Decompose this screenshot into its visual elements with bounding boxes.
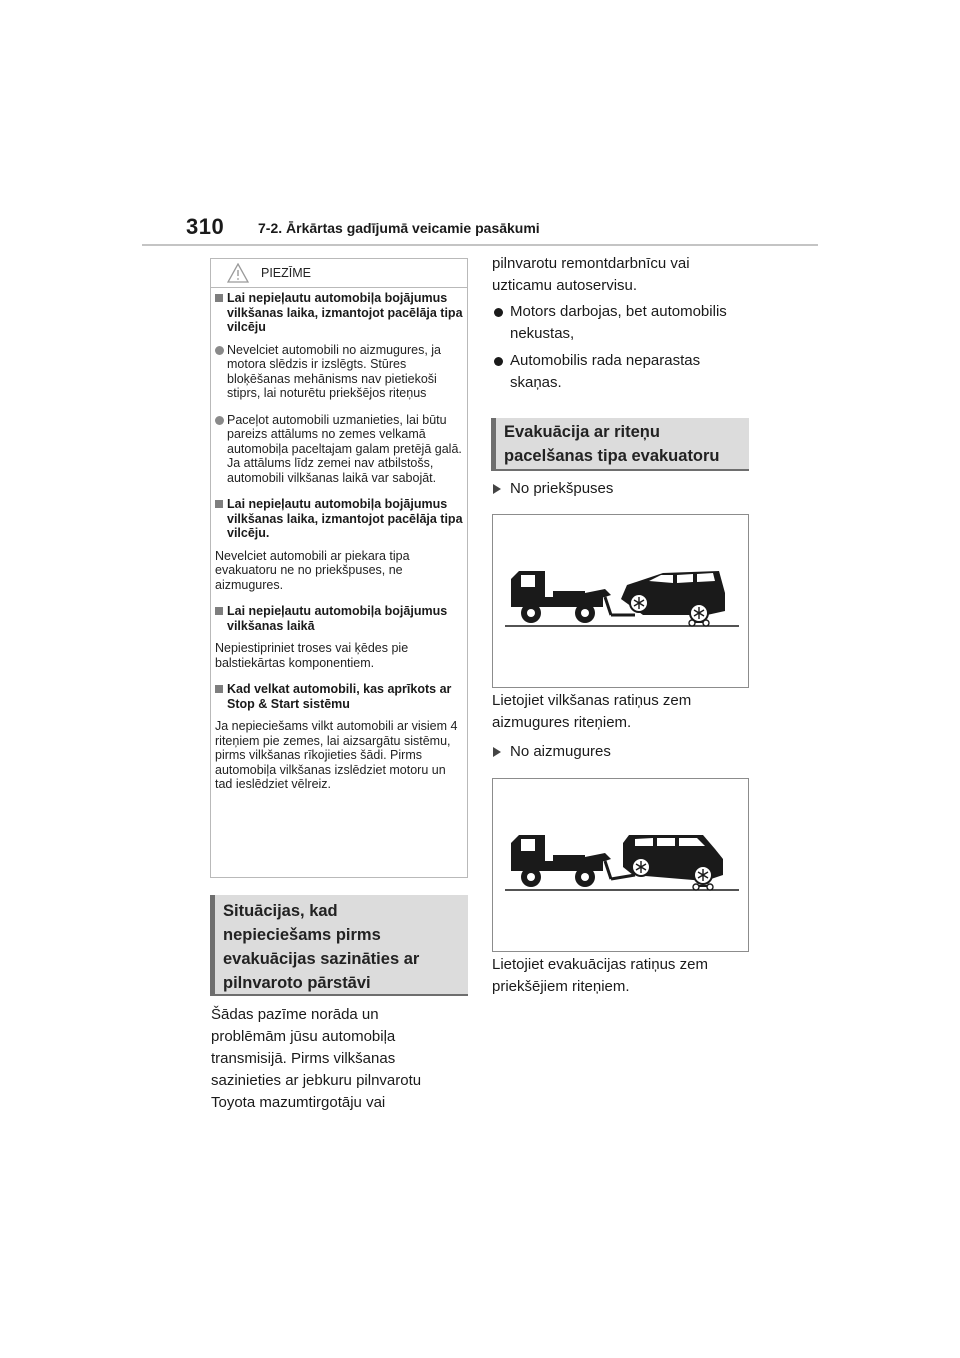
note-heading: Lai nepieļautu automobiļa bojājumus vilkšanas laikā bbox=[215, 604, 463, 633]
subheading-front: No priekšpuses bbox=[493, 478, 613, 500]
note-heading: Lai nepieļautu automobiļa bojājumus vilkšanas laika, izmantojot pacēlāja tipa vilcēju. bbox=[215, 497, 463, 541]
subheading-rear: No aizmugures bbox=[493, 741, 611, 763]
front-caption: Lietojiet vilkšanas ratiņus zem aizmugures riteņiem. bbox=[492, 692, 692, 731]
note-text: Ja nepieciešams vilkt automobili ar visiem 4 riteņiem pie zemes, lai aizsargātu sistēmu, pirms vilkšanas rīkojieties šādi. Pirms automobiļa vilkšanas izslēdziet motoru un tad ieslēdziet vēlreiz. bbox=[215, 719, 458, 791]
tow-truck-rear-icon bbox=[493, 779, 748, 951]
note-body bbox=[215, 291, 463, 804]
circle-bullet-icon bbox=[215, 346, 224, 355]
note-label: PIEZĪME bbox=[261, 266, 312, 280]
rear-towing-illustration bbox=[492, 778, 749, 952]
triangle-bullet-icon bbox=[493, 484, 501, 494]
warning-triangle-icon bbox=[227, 263, 249, 283]
note-box bbox=[210, 258, 468, 878]
note-text: Nepiestipriniet troses vai ķēdes pie balstiekārtas komponentiem. bbox=[215, 641, 409, 670]
rear-caption: Lietojiet evakuācijas ratiņus zem priekšējiem riteņiem. bbox=[492, 956, 708, 995]
note-heading: Kad velkat automobili, kas aprīkots ar Stop & Start sistēmu bbox=[215, 682, 463, 711]
note-text: Nevelciet automobili ar piekara tipa evakuatoru ne no priekšpuses, ne aizmugures. bbox=[215, 548, 410, 592]
square-bullet-icon bbox=[215, 685, 223, 693]
tow-truck-front-icon bbox=[493, 515, 748, 687]
section-title: 7-2. Ārkārtas gadījumā veicamie pasākumi bbox=[258, 220, 540, 236]
section-heading-wheel-lift: Evakuācija ar riteņu pacelšanas tipa evakuatoru bbox=[491, 418, 749, 471]
note-bullet: Paceļot automobili uzmanieties, lai būtu pareizs attālums no zemes velkamā automobiļa paceltajam galam pretējā galā. Ja attālums līdz zemei nav atbilstošs, automobili vilkšanas laikā var sabojāt. bbox=[215, 413, 463, 486]
bullet-dot-icon bbox=[494, 357, 503, 366]
continued-text: pilnvarotu remontdarbnīcu vai uzticamu autoservisu. bbox=[492, 255, 690, 294]
section-heading-contact-dealer: Situācijas, kad nepieciešams pirms evakuācijas sazināties ar pilnvaroto pārstāvi bbox=[210, 895, 468, 996]
note-heading: Lai nepieļautu automobiļa bojājumus vilkšanas laika, izmantojot pacēlāja tipa vilcēju bbox=[215, 291, 463, 335]
note-bullet: Nevelciet automobili no aizmugures, ja motora slēdzis ir izslēgts. Stūres bloķēšanas mehānisms nav pietiekoši stiprs, lai noturētu priekšējos riteņus bbox=[215, 343, 463, 401]
header-divider bbox=[142, 244, 818, 246]
square-bullet-icon bbox=[215, 294, 223, 302]
list-item: Automobilis rada neparastas skaņas. bbox=[492, 350, 750, 394]
bullet-dot-icon bbox=[494, 308, 503, 317]
section1-body: Šādas pazīme norāda un problēmām jūsu automobiļa transmisijā. Pirms vilkšanas sazinieties ar jebkuru pilnvarotu Toyota mazumtirgotāju vai bbox=[211, 1006, 422, 1111]
square-bullet-icon bbox=[215, 607, 223, 615]
page-number: 310 bbox=[186, 214, 225, 239]
square-bullet-icon bbox=[215, 500, 223, 508]
note-header bbox=[211, 259, 467, 288]
list-item: Motors darbojas, bet automobilis nekustas, bbox=[492, 301, 750, 345]
circle-bullet-icon bbox=[215, 416, 224, 425]
triangle-bullet-icon bbox=[493, 747, 501, 757]
front-towing-illustration bbox=[492, 514, 749, 688]
